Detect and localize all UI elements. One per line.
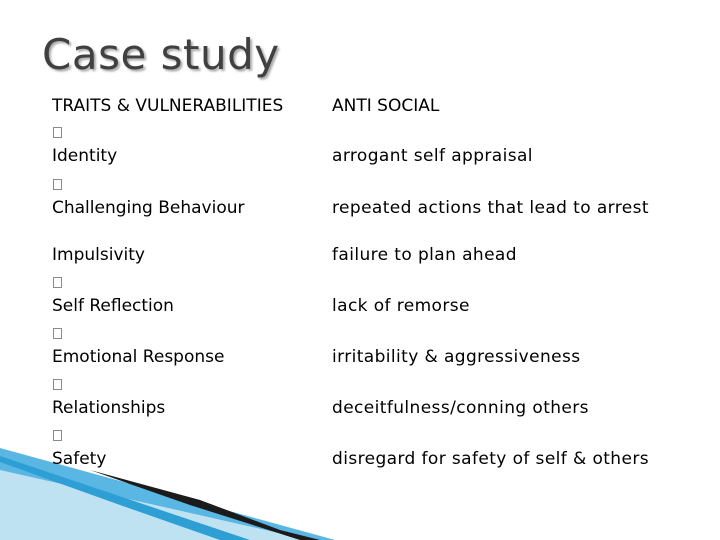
- anti-social-description: irritability & aggressiveness: [332, 347, 581, 367]
- left-column-header: TRAITS & VULNERABILITIES: [52, 96, 284, 116]
- bullet-icon: [52, 126, 62, 138]
- anti-social-description: lack of remorse: [332, 296, 470, 316]
- trait-label: Identity: [52, 146, 118, 166]
- anti-social-description: deceitfulness/conning others: [332, 398, 589, 418]
- bullet-icon: [52, 276, 62, 288]
- bullet-icon: [52, 429, 62, 441]
- trait-label: Self Reflection: [52, 296, 174, 316]
- slide-title: Case study: [42, 30, 280, 79]
- anti-social-description: failure to plan ahead: [332, 245, 517, 265]
- bullet-icon: [52, 327, 62, 339]
- anti-social-description: arrogant self appraisal: [332, 146, 533, 166]
- anti-social-description: disregard for safety of self & others: [332, 449, 649, 469]
- trait-label: Safety: [52, 449, 107, 469]
- anti-social-description: repeated actions that lead to arrest: [332, 198, 649, 218]
- trait-label: Relationships: [52, 398, 166, 418]
- trait-label: Challenging Behaviour: [52, 198, 245, 218]
- trait-label: Emotional Response: [52, 347, 225, 367]
- bullet-icon: [52, 178, 62, 190]
- trait-label: Impulsivity: [52, 245, 145, 265]
- right-column-header: ANTI SOCIAL: [332, 96, 440, 116]
- bullet-icon: [52, 378, 62, 390]
